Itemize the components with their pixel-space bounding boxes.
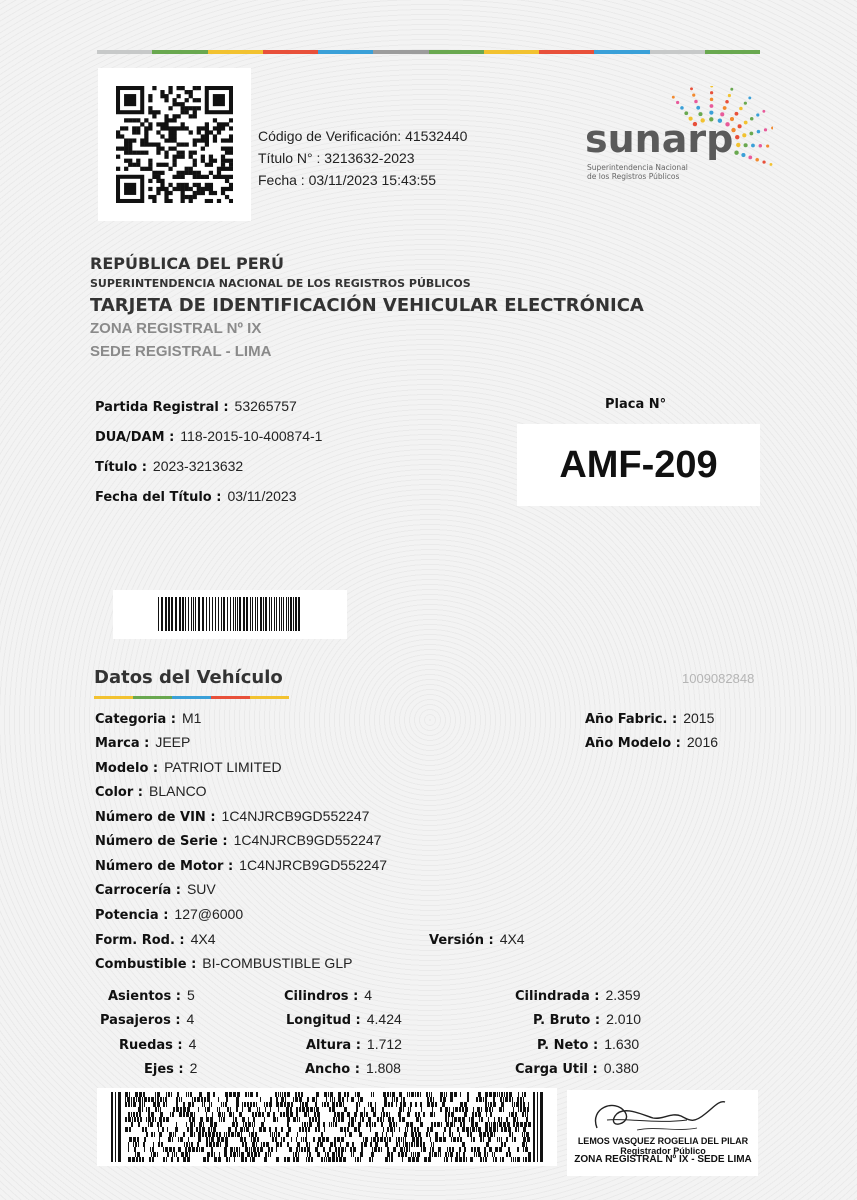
form-rod-row: Form. Rod. : 4X4 (95, 931, 216, 948)
registrar-zone: ZONA REGISTRAL Nº IX - SEDE LIMA (574, 1154, 752, 1165)
qr-code (98, 68, 251, 221)
carga-util-row: Carga Util : 0.380 (515, 1060, 639, 1077)
vin-row: Número de VIN : 1C4NJRCB9GD552247 (95, 808, 370, 825)
pasajeros-row: Pasajeros : 4 (100, 1011, 195, 1028)
marca-row: Marca : JEEP (95, 734, 191, 751)
dua-row: DUA/DAM : 118-2015-10-400874-1 (95, 428, 323, 445)
ancho-row: Ancho : 1.808 (305, 1060, 401, 1077)
ruedas-row: Ruedas : 4 (119, 1036, 197, 1053)
placa-box (517, 424, 760, 506)
version-row: Versión : 4X4 (429, 931, 525, 948)
asientos-row: Asientos : 5 (108, 987, 195, 1004)
fecha-titulo-row: Fecha del Título : 03/11/2023 (95, 488, 297, 505)
verification-info (258, 125, 467, 191)
carroceria-row: Carrocería : SUV (95, 881, 216, 898)
combustible-row: Combustible : BI-COMBUSTIBLE GLP (95, 955, 353, 972)
verification-date: Fecha : 03/11/2023 15:43:55 (258, 172, 436, 188)
longitud-row: Longitud : 4.424 (286, 1011, 402, 1028)
categoria-row: Categoria : M1 (95, 710, 202, 727)
serie-row: Número de Serie : 1C4NJRCB9GD552247 (95, 832, 382, 849)
anio-fabric-row: Año Fabric. : 2015 (585, 710, 715, 727)
document-title: TARJETA DE IDENTIFICACIÓN VEHICULAR ELECTRÓNICA (90, 295, 644, 316)
agency-heading: SUPERINTENDENCIA NACIONAL DE LOS REGISTROS PÚBLICOS (90, 277, 471, 290)
modelo-row: Modelo : PATRIOT LIMITED (95, 759, 282, 776)
section-title: Datos del Vehículo (94, 667, 283, 688)
zone-heading: ZONA REGISTRAL Nº IX (90, 320, 262, 337)
anio-modelo-row: Año Modelo : 2016 (585, 734, 719, 751)
small-barcode (113, 590, 347, 639)
sede-heading: SEDE REGISTRAL - LIMA (90, 343, 272, 360)
titulo-row: Título : 2023-3213632 (95, 458, 244, 475)
verification-title-number: Título N° : 3213632-2023 (258, 150, 415, 166)
motor-row: Número de Motor : 1C4NJRCB9GD552247 (95, 857, 388, 874)
country-heading: REPÚBLICA DEL PERÚ (90, 254, 284, 273)
handwritten-signature (567, 1090, 758, 1140)
cilindrada-row: Cilindrada : 2.359 (515, 987, 641, 1004)
ejes-row: Ejes : 2 (144, 1060, 198, 1077)
verification-code: Código de Verificación: 41532440 (258, 128, 468, 144)
cilindros-row: Cilindros : 4 (284, 987, 373, 1004)
color-row: Color : BLANCO (95, 783, 207, 800)
sunarp-logo-text: sunarp (585, 117, 734, 161)
sunarp-logo-subtitle: Superintendencia Nacional de los Registros Públicos (587, 163, 688, 181)
pdf417-barcode (97, 1088, 557, 1166)
registrar-name: LEMOS VASQUEZ ROGELIA DEL PILAR Registrador Público (577, 1136, 749, 1156)
partida-row: Partida Registral : 53265757 (95, 398, 297, 415)
section-title-underline (94, 696, 289, 699)
potencia-row: Potencia : 127@6000 (95, 906, 244, 923)
p-bruto-row: P. Bruto : 2.010 (533, 1011, 642, 1028)
top-color-bar (97, 50, 760, 54)
document-serial: 1009082848 (682, 671, 755, 686)
p-neto-row: P. Neto : 1.630 (537, 1036, 640, 1053)
placa-number: AMF-209 (559, 443, 718, 486)
altura-row: Altura : 1.712 (306, 1036, 402, 1053)
placa-label: Placa N° (605, 397, 667, 412)
